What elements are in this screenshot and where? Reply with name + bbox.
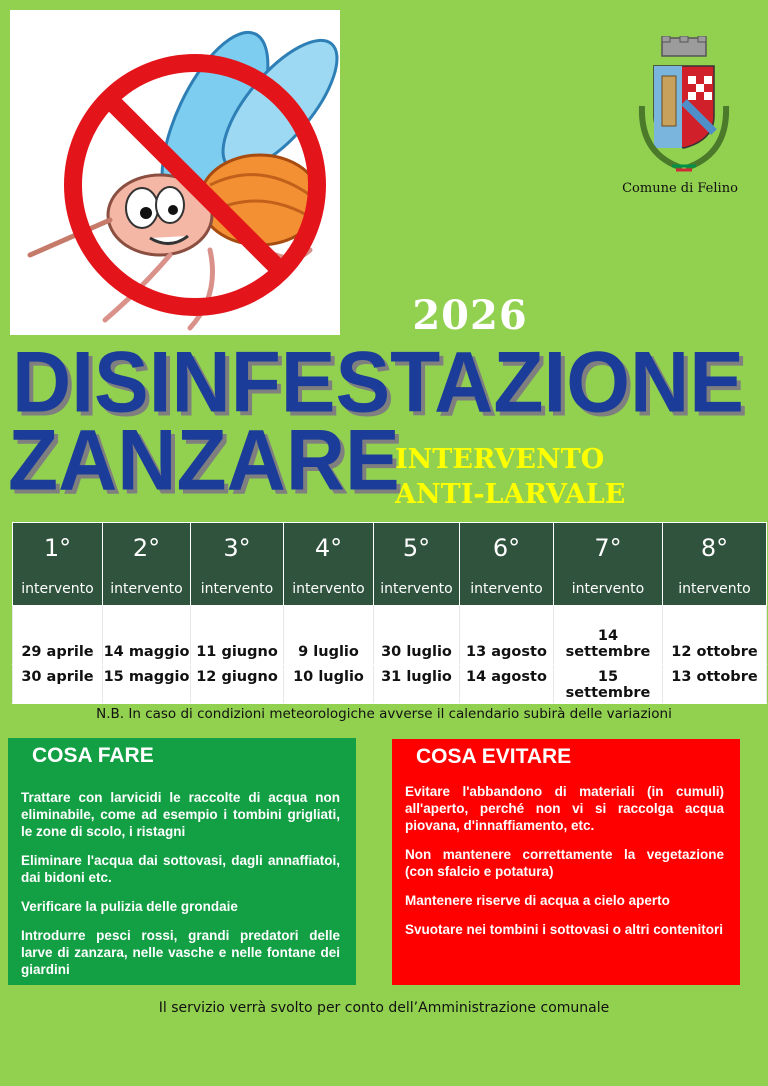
cosa-evitare-list bbox=[405, 783, 724, 950]
cosa-fare-title: COSA FARE bbox=[32, 744, 154, 767]
footer-note: Il servizio verrà svolto per conto dell’Amministrazione comunale bbox=[158, 1000, 610, 1016]
round-date-second: 30 aprile bbox=[13, 665, 103, 704]
list-item: Non mantenere correttamente la vegetazione (con sfalcio e potatura) bbox=[405, 847, 724, 879]
list-item: Trattare con larvicidi le raccolte di acqua non eliminabile, come ad esempio i tombini grigliati, le zone di scolo, i ristagni bbox=[21, 790, 340, 839]
round-date-first: 30 luglio bbox=[374, 606, 460, 665]
year-label: 2026 bbox=[412, 292, 528, 339]
table-row bbox=[13, 606, 767, 665]
cosa-evitare-title: COSA EVITARE bbox=[416, 745, 572, 768]
list-item: Mantenere riserve di acqua a cielo aperto bbox=[405, 893, 670, 908]
subtitle-line2: ANTI-LARVALE bbox=[395, 479, 626, 510]
round-number: 8° bbox=[663, 523, 767, 573]
round-number: 1° bbox=[13, 523, 103, 573]
round-date-first: 11 giugno bbox=[191, 606, 284, 665]
municipality-name: Comune di Felino bbox=[622, 181, 738, 196]
cosa-fare-list bbox=[21, 789, 340, 990]
table-row bbox=[13, 665, 767, 704]
schedule-header-numbers bbox=[13, 523, 767, 573]
round-label: intervento bbox=[554, 572, 663, 606]
round-date-second: 31 luglio bbox=[374, 665, 460, 704]
round-number: 3° bbox=[191, 523, 284, 573]
round-number: 4° bbox=[284, 523, 374, 573]
list-item: Eliminare l'acqua dai sottovasi, dagli annaffiatoi, dai bidoni etc. bbox=[21, 853, 340, 885]
round-label: intervento bbox=[284, 572, 374, 606]
round-label: intervento bbox=[191, 572, 284, 606]
weather-note: N.B. In caso di condizioni meteorologiche avverse il calendario subirà delle variazioni bbox=[96, 706, 672, 722]
list-item: Verificare la pulizia delle grondaie bbox=[21, 899, 238, 914]
round-date-second: 10 luglio bbox=[284, 665, 374, 704]
list-item: Svuotare nei tombini i sottovasi o altri contenitori bbox=[405, 922, 724, 937]
crossed-out-mosquito-icon bbox=[10, 10, 340, 335]
round-date-second: 15 maggio bbox=[103, 665, 191, 704]
round-label: intervento bbox=[663, 572, 767, 606]
round-date-second: 14 agosto bbox=[460, 665, 554, 704]
schedule-table bbox=[12, 522, 767, 704]
page-title-line2: ZANZARE bbox=[8, 412, 400, 509]
schedule-header-labels bbox=[13, 572, 767, 606]
round-number: 6° bbox=[460, 523, 554, 573]
round-label: intervento bbox=[460, 572, 554, 606]
round-date-first: 14 settembre bbox=[554, 606, 663, 665]
subtitle-line1: INTERVENTO bbox=[395, 444, 605, 475]
round-date-first: 12 ottobre bbox=[663, 606, 767, 665]
round-date-second: 13 ottobre bbox=[663, 665, 767, 704]
list-item: Introdurre pesci rossi, grandi predatori delle larve di zanzara, nelle vasche e nelle fontane dei giardini bbox=[21, 928, 340, 977]
round-date-first: 29 aprile bbox=[13, 606, 103, 665]
round-label: intervento bbox=[103, 572, 191, 606]
round-label: intervento bbox=[374, 572, 460, 606]
round-date-first: 13 agosto bbox=[460, 606, 554, 665]
round-date-first: 9 luglio bbox=[284, 606, 374, 665]
round-number: 2° bbox=[103, 523, 191, 573]
cosa-fare-panel bbox=[8, 738, 356, 985]
round-date-first: 14 maggio bbox=[103, 606, 191, 665]
page-title: DISINFESTAZIONE bbox=[12, 334, 744, 431]
round-number: 5° bbox=[374, 523, 460, 573]
round-date-second: 15 settembre bbox=[554, 665, 663, 704]
round-label: intervento bbox=[13, 572, 103, 606]
cosa-evitare-panel bbox=[392, 739, 740, 985]
list-item: Evitare l'abbandono di materiali (in cumuli) all'aperto, perché non vi si raccolga acqua piovana, d'innaffiamento, etc. bbox=[405, 784, 724, 833]
round-number: 7° bbox=[554, 523, 663, 573]
round-date-second: 12 giugno bbox=[191, 665, 284, 704]
coat-of-arms-icon bbox=[632, 36, 736, 176]
